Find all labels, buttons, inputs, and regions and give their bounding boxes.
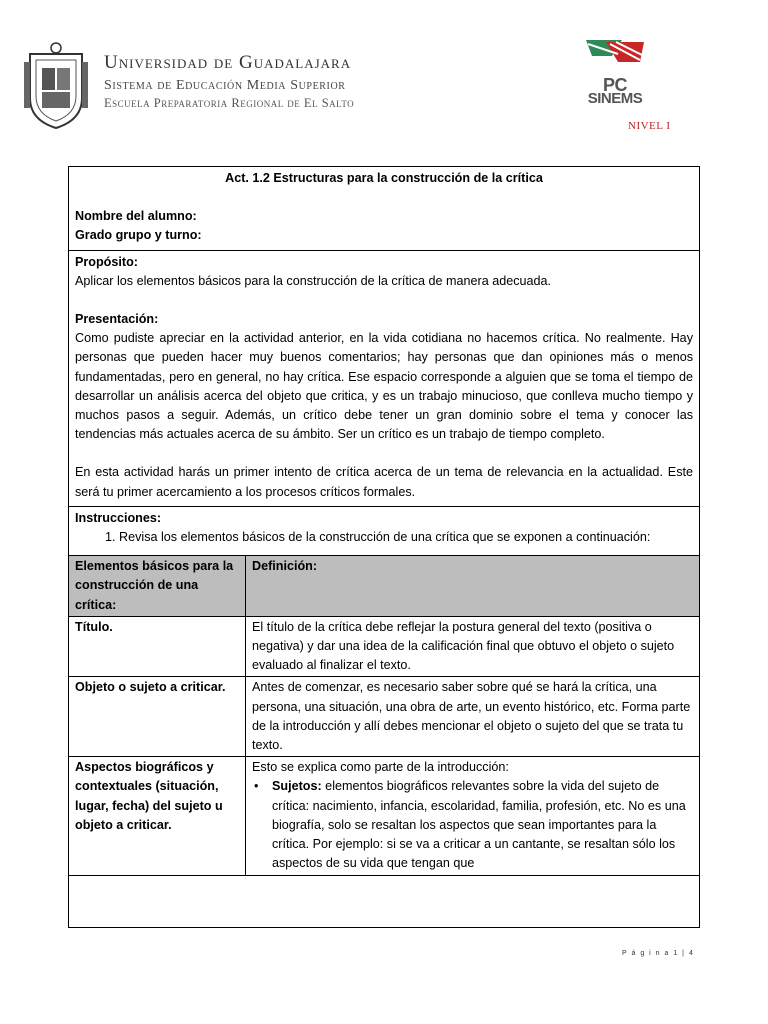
pc-sinems-text	[586, 75, 644, 107]
instructions-list	[75, 528, 693, 547]
table-cell-element: Aspectos biográficos y contextuales (situación, lugar, fecha) del sujeto u objeto a criticar.	[69, 757, 246, 875]
table-cell-element: Título.	[69, 616, 246, 677]
definition-bullet-list	[252, 777, 693, 873]
table-row	[69, 616, 699, 677]
student-name-label: Nombre del alumno:	[75, 209, 197, 224]
group-label: Grado grupo y turno:	[75, 228, 202, 243]
activity-title: Act. 1.2 Estructuras para la construcción de la crítica	[225, 171, 543, 185]
table-row	[69, 677, 699, 757]
bullet-icon: •	[254, 779, 259, 794]
presentation-heading: Presentación:	[75, 312, 159, 327]
table-cell-definition: El título de la crítica debe reflejar la postura general del texto (positiva o negativa) y dar una idea de la calificación final que obtuvo el objeto o sujeto evaluado al finalizar el texto.	[246, 616, 700, 677]
purpose-presentation-section	[69, 251, 699, 507]
purpose-heading: Propósito:	[75, 254, 138, 269]
table-cell-definition: Antes de comenzar, es necesario saber sobre qué se hará la crítica, una persona, una situación, una obra de arte, un evento histórico, etc. Forma parte de la introducción y allí debes mencionar el objeto o sujeto del que se trata tu texto.	[246, 677, 700, 757]
presentation-paragraph-2: En esta actividad harás un primer intento de crítica acerca de un tema de relevancia en la actualidad. Este será tu primer acercamiento a los procesos críticos formales.	[75, 465, 693, 499]
bullet-label: Sujetos:	[272, 779, 322, 794]
level-label: NIVEL I	[628, 120, 671, 132]
table-cell-definition	[246, 757, 700, 875]
sinems-text: SINEMS	[587, 90, 643, 107]
table-header-element: Elementos básicos para la construcción de una crítica:	[69, 556, 246, 616]
bullet-text: elementos biográficos relevantes sobre la vida del sujeto de crítica: nacimiento, infancia, escolaridad, familia, profesión, etc. No es una biografía, solo se resaltan los aspectos que sean importantes para la crítica. Por ejemplo: si se va a criticar a un cantante, se resaltan sólo los aspectos de su vida que tengan que	[272, 779, 686, 871]
activity-header-section	[69, 167, 699, 251]
university-seal-icon	[22, 40, 90, 130]
list-item	[254, 777, 693, 873]
elements-table	[69, 556, 699, 875]
system-name: Sistema de Educación Media Superior	[104, 78, 346, 93]
presentation-paragraph-1: Como pudiste apreciar en la actividad anterior, en la vida cotidiana no hacemos crítica. No realmente. Hay personas que pueden hacer muy buenos comentarios; hay personas que dan opiniones más o menos fundamentadas, pero en general, no hay crítica. Ese espacio corresponde a alguien que se toma el tiempo de desarrollar un análisis acerca del objeto que critica, y es un trabajo minucioso, que conlleva mucho tiempo y muchos pasos a seguir. Además, un crítico debe tener un gran dominio sobre el tema y conocer las tendencias más actuales acerca de su ámbito. Ser un crítico es un trabajo de tiempo completo.	[75, 331, 693, 442]
table-header-row	[69, 556, 699, 616]
school-name: Escuela Preparatoria Regional de El Salto	[104, 96, 355, 110]
table-row	[69, 757, 699, 875]
purpose-text: Aplicar los elementos básicos para la construcción de la crítica de manera adecuada.	[75, 273, 552, 288]
instructions-heading: Instrucciones:	[75, 510, 162, 525]
page-header	[0, 0, 768, 160]
pc-text: PC	[602, 75, 627, 95]
instruction-item: 1. Revisa los elementos básicos de la construcción de una crítica que se exponen a continuación:	[119, 528, 693, 547]
instructions-section	[69, 507, 699, 556]
table-cell-element: Objeto o sujeto a criticar.	[69, 677, 246, 757]
page-number: P á g i n a 1 | 4	[622, 950, 695, 957]
table-header-definition: Definición:	[246, 556, 700, 616]
activity-document	[68, 166, 700, 928]
university-name: Universidad de Guadalajara	[104, 52, 352, 73]
definition-intro: Esto se explica como parte de la introducción:	[252, 760, 509, 775]
